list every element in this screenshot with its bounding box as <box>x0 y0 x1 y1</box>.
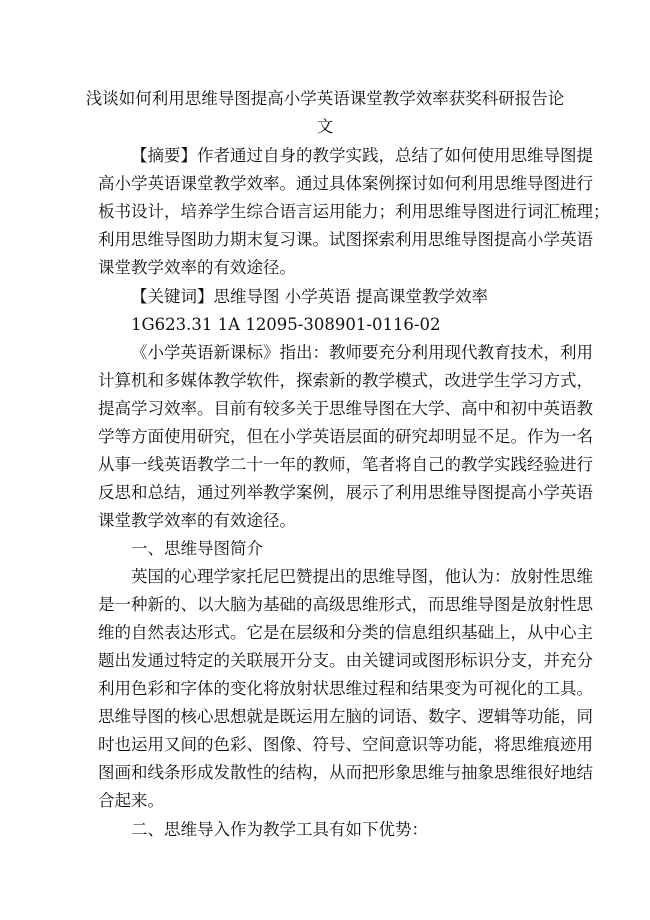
intro-line: 学等方面使用研究，但在小学英语层面的研究却明显不足。作为一名 <box>98 427 593 446</box>
section-body-line: 是一种新的、以大脑为基础的高级思维形式，而思维导图是放射性思 <box>98 595 593 614</box>
section-body-line: 时也运用又间的色彩、图像、符号、空间意识等功能，将思维痕迹用 <box>98 735 593 754</box>
section-body-line: 利用色彩和字体的变化将放射状思维过程和结果变为可视化的工具。 <box>98 679 593 698</box>
keywords-line: 【关键词】思维导图 小学英语 提高课堂教学效率 <box>131 287 488 306</box>
intro-line: 《小学英语新课标》指出：教师要充分利用现代教育技术，利用 <box>131 343 593 362</box>
abstract-line: 课堂教学效率的有效途径。 <box>98 258 296 277</box>
intro-line: 计算机和多媒体教学软件，探索新的教学模式，改进学生学习方式， <box>98 371 593 390</box>
intro-line: 从事一线英语教学二十一年的教师，笔者将自己的教学实践经验进行 <box>98 455 593 474</box>
section-body-line: 图画和线条形成发散性的结构，从而把形象思维与抽象思维很好地结 <box>98 763 593 782</box>
section-heading: 一、思维导图简介 <box>131 539 263 558</box>
document-title-line-1: 浅谈如何利用思维导图提高小学英语课堂教学效率获奖科研报告论 <box>85 89 565 108</box>
section-body-line: 题出发通过特定的关联展开分支。由关键词或图形标识分支，并充分 <box>98 651 593 670</box>
section-body-line: 合起来。 <box>98 791 164 810</box>
abstract-line: 【摘要】作者通过自身的教学实践，总结了如何使用思维导图提 <box>131 146 593 165</box>
abstract-line: 板书设计，培养学生综合语言运用能力；利用思维导图进行词汇梳理； <box>98 202 610 221</box>
intro-line: 反思和总结，通过列举教学案例，展示了利用思维导图提高小学英语 <box>98 483 593 502</box>
section-body-line: 思维导图的核心思想就是既运用左脑的词语、数字、逻辑等功能，同 <box>98 707 593 726</box>
document-title-line-2: 文 <box>316 117 334 136</box>
section-body-line: 英国的心理学家托尼巴赞提出的思维导图，他认为：放射性思维 <box>131 567 593 586</box>
section-heading: 二、思维导入作为教学工具有如下优势： <box>131 820 428 839</box>
abstract-line: 利用思维导图助力期末复习课。试图探索利用思维导图提高小学英语 <box>98 230 593 249</box>
classification-line: 1G623.31 1A 12095-308901-0116-02 <box>131 315 441 334</box>
abstract-line: 高小学英语课堂教学效率。通过具体案例探讨如何利用思维导图进行 <box>98 174 593 193</box>
intro-line: 提高学习效率。目前有较多关于思维导图在大学、高中和初中英语教 <box>98 399 593 418</box>
intro-line: 课堂教学效率的有效途径。 <box>98 511 296 530</box>
section-body-line: 维的自然表达形式。它是在层级和分类的信息组织基础上，从中心主 <box>98 623 593 642</box>
